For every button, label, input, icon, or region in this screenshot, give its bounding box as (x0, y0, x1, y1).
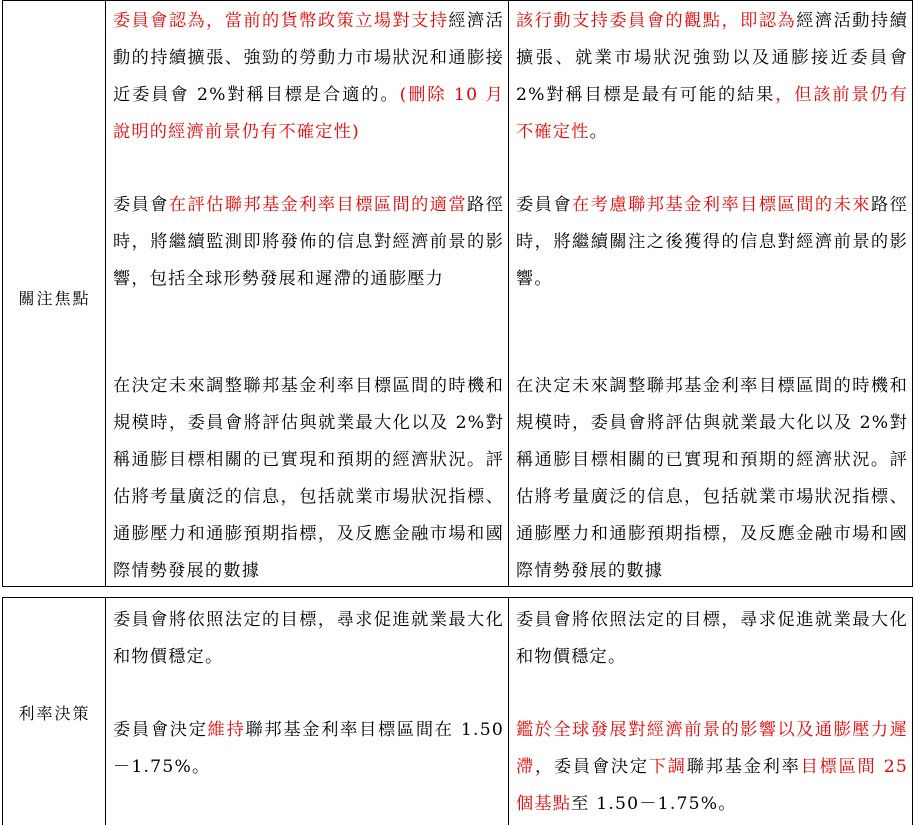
focus-new-paragraph-2 (516, 187, 908, 298)
focus-new-paragraph-3 (516, 368, 908, 586)
rate-section (2, 597, 913, 825)
revised-text: 維持 (207, 720, 246, 740)
focus-row-label: 關注焦點 (18, 289, 91, 308)
focus-old-cell (106, 1, 509, 586)
body-text: 經濟活動持續擴張、就業市場狀況強勁以及通膨接近委員會 2%對稱目標是最有可能的結果 (516, 11, 908, 105)
revised-text: 該行動支持委員會的觀點，即認為 (516, 11, 797, 31)
focus-old-paragraph-3 (113, 368, 504, 586)
focus-new-cell (509, 1, 912, 586)
rate-old-cell (106, 598, 509, 825)
body-text: 。 (589, 122, 608, 142)
body-text: 委員會將依照法定的目標，尋求促進就業最大化和物價穩定。 (516, 610, 908, 667)
focus-old-paragraph-2 (113, 187, 504, 298)
revised-text: (刪除 10 月說明的經濟前景仍有不確定性) (113, 85, 504, 142)
body-text: 聯邦基金利率 (686, 757, 801, 777)
body-text: 在決定未來調整聯邦基金利率目標區間的時機和規模時，委員會將評估與就業最大化以及 2%對稱通膨目標相關的已實現和預期的經濟狀況。評估將考量廣泛的信息，包括就業市場狀況指標、通膨壓力和通膨預期指標，及反應金融市場和國際情勢發展的數據 (113, 376, 504, 581)
revised-text: 下調 (648, 757, 687, 777)
body-text: 委員會決定 (113, 720, 208, 740)
focus-new-paragraph-1 (516, 3, 908, 151)
rate-new-cell (509, 598, 912, 825)
focus-old-paragraph-1 (113, 3, 504, 151)
revised-text: 鑑於全球發展對經濟前景的影響以及通膨壓力遲滯 (516, 720, 908, 777)
revised-text: ，但該前景仍有不確定性 (516, 85, 908, 142)
body-text: 至 1.50－1.75%。 (571, 794, 737, 814)
body-text: 委員會 (516, 195, 573, 215)
rate-row-label: 利率決策 (18, 704, 91, 723)
body-text: 在決定未來調整聯邦基金利率目標區間的時機和規模時，委員會將評估與就業最大化以及 2%對稱通膨目標相關的已實現和預期的經濟狀況。評估將考量廣泛的信息，包括就業市場狀況指標、通膨壓力和通膨預期指標，及反應金融市場和國際情勢發展的數據 (516, 376, 908, 581)
body-text: 聯邦基金利率目標區間在 1.50－1.75%。 (113, 720, 504, 777)
body-text: ，委員會決定 (534, 757, 649, 777)
body-text: 路徑時，將繼續監測即將發佈的信息對經濟前景的影響，包括全球形勢發展和遲滯的通膨壓力 (113, 195, 504, 289)
rate-old-paragraph-1 (113, 602, 504, 676)
focus-label-cell (3, 1, 106, 586)
body-text: 路徑時，將繼續關注之後獲得的信息對經濟前景的影響。 (516, 195, 909, 289)
revised-text: 在考慮聯邦基金利率目標區間的未來 (572, 195, 871, 215)
rate-new-paragraph-1 (516, 602, 908, 676)
revised-text: 目標區間 25 個基點 (516, 757, 909, 814)
body-text: 委員會 (113, 195, 169, 215)
rate-label-cell (3, 598, 106, 825)
body-text: 經濟活動的持續擴張、強勁的勞動力市場狀況和通膨接近委員會 2%對稱目標是合適的。 (113, 11, 504, 105)
revised-text: 委員會認為，當前的貨幣政策立場對支持 (113, 11, 449, 31)
revised-text: 在評估聯邦基金利率目標區間的適當 (168, 195, 467, 215)
rate-new-paragraph-2 (516, 712, 908, 823)
focus-section (2, 0, 913, 587)
body-text: 委員會將依照法定的目標，尋求促進就業最大化和物價穩定。 (113, 610, 504, 667)
rate-old-paragraph-2 (113, 712, 504, 786)
